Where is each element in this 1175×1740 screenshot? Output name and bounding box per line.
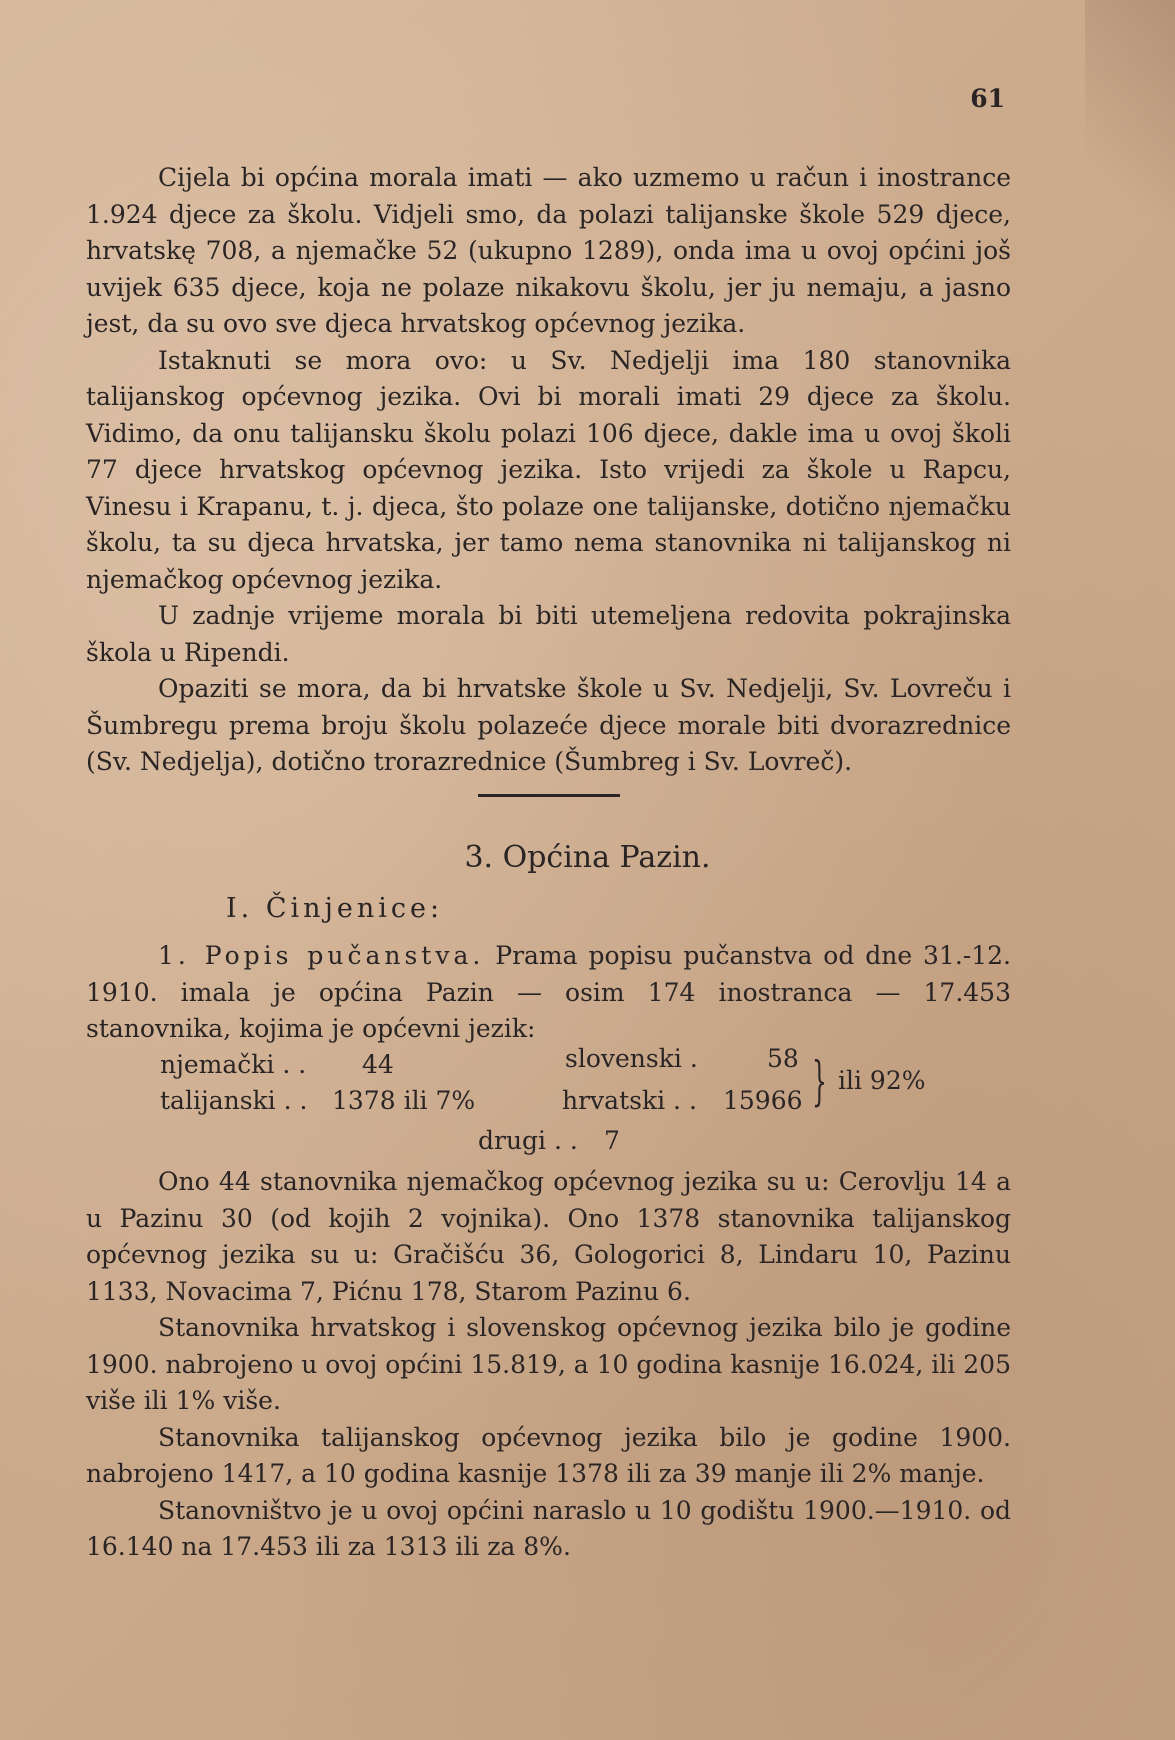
- popis-paragraph: [86, 938, 1011, 1048]
- drugi-value: 7: [604, 1126, 620, 1155]
- paragraph: Stanovništvo je u ovoj općini naraslo u 10 godištu 1900.—1910. od 16.140 na 17.453 ili za 1313 ili za 8%.: [86, 1495, 1011, 1561]
- paragraph: Ono 44 stanovnika njemačkog općevnog jezika su u: Cerovlju 14 a u Pazinu 30 (od kojih 2 vojnika). Ono 1378 stanovnika talijanskog općevnog jezika su u: Gračišću 36, Gologorici 8, Lindaru 10, Pazinu 1133, Novacima 7, Pićnu 178, Starom Pazinu 6.: [86, 1167, 1011, 1306]
- paragraph: Istaknuti se mora ovo: u Sv. Nedjelji ima 180 stanovnika talijanskog općevnog jezika. Ovi bi morali imati 29 djece za školu. Vidimo, da onu talijansku školu polazi 106 djece, dakle ima u ovoj školi 77 djece hrvatskog općevnog jezika. Isto vrijedi za škole u Rapcu, Vinesu i Krapanu, t. j. djeca, što polaze one talijanske, dotično njemačku školu, ta su djeca hrvatska, jer tamo nema stanovnika ni talijanskog ni njemačkog općevnog jezika.: [86, 345, 1011, 594]
- talijanski-value: 1378 ili 7%: [332, 1086, 476, 1115]
- language-table: [160, 1044, 960, 1160]
- slovenski-value: 58: [767, 1044, 799, 1073]
- popis-text: Prama popisu pučanstva od dne 31.-12. 1910. imala je općina Pazin — osim 174 inostranca — 17.453 stanovnika, kojima je općevni jezik:: [86, 941, 1011, 1043]
- hrvatski-label: hrvatski . .: [562, 1086, 697, 1115]
- paragraph-block-bottom: [86, 1164, 1011, 1566]
- group-share: ili 92%: [838, 1066, 926, 1095]
- section-title: 3. Općina Pazin.: [464, 840, 711, 875]
- paragraph: Cijela bi općina morala imati — ako uzmemo u račun i inostrance 1.924 djece za školu. Vidjeli smo, da polazi talijanske škole 529 djece, hrvatskę 708, a njemačke 52 (ukupno 1289), onda ima u ovoj općini još uvijek 635 djece, koja ne polaze nikakovu školu, jer ju nemaju, a jasno jest, da su ovo sve djeca hrvatskog općevnog jezika.: [86, 163, 1011, 338]
- paragraph: Opaziti se mora, da bi hrvatske škole u Sv. Nedjelji, Sv. Lovreču i Šumbregu prema broju školu polazeće djece morale biti dvorazrednice (Sv. Nedjelja), dotično trorazrednice (Šumbreg i Sv. Lovreč).: [86, 674, 1011, 776]
- paragraph: Stanovnika talijanskog općevnog jezika bilo je godine 1900. nabrojeno 1417, a 10 godina kasnije 1378 ili za 39 manje ili 2% manje.: [86, 1422, 1011, 1488]
- subsection-title: I. Činjenice:: [226, 893, 444, 924]
- paragraph: U zadnje vrijeme morala bi biti utemeljena redovita pokrajinska škola u Ripendi.: [86, 601, 1011, 667]
- drugi-label: drugi . .: [478, 1126, 578, 1155]
- njemacki-value: 44: [362, 1050, 394, 1079]
- paragraph: Stanovnika hrvatskog i slovenskog općevnog jezika bilo je godine 1900. nabrojeno u ovoj općini 15.819, a 10 godina kasnije 16.024, ili 205 više ili 1% više.: [86, 1313, 1011, 1415]
- page-number: 61: [970, 84, 1005, 113]
- popis-paragraph-block: [86, 938, 1011, 1048]
- group-brace: }: [812, 1052, 827, 1112]
- njemacki-label: njemački . .: [160, 1050, 307, 1079]
- paragraph-block-top: [86, 160, 1011, 781]
- section-divider: [478, 794, 620, 797]
- talijanski-label: talijanski . .: [160, 1086, 308, 1115]
- popis-label: 1. Popis pučanstva.: [158, 941, 485, 970]
- page-fold-shadow: [1085, 0, 1175, 260]
- hrvatski-value: 15966: [723, 1086, 803, 1115]
- slovenski-label: slovenski .: [565, 1044, 698, 1073]
